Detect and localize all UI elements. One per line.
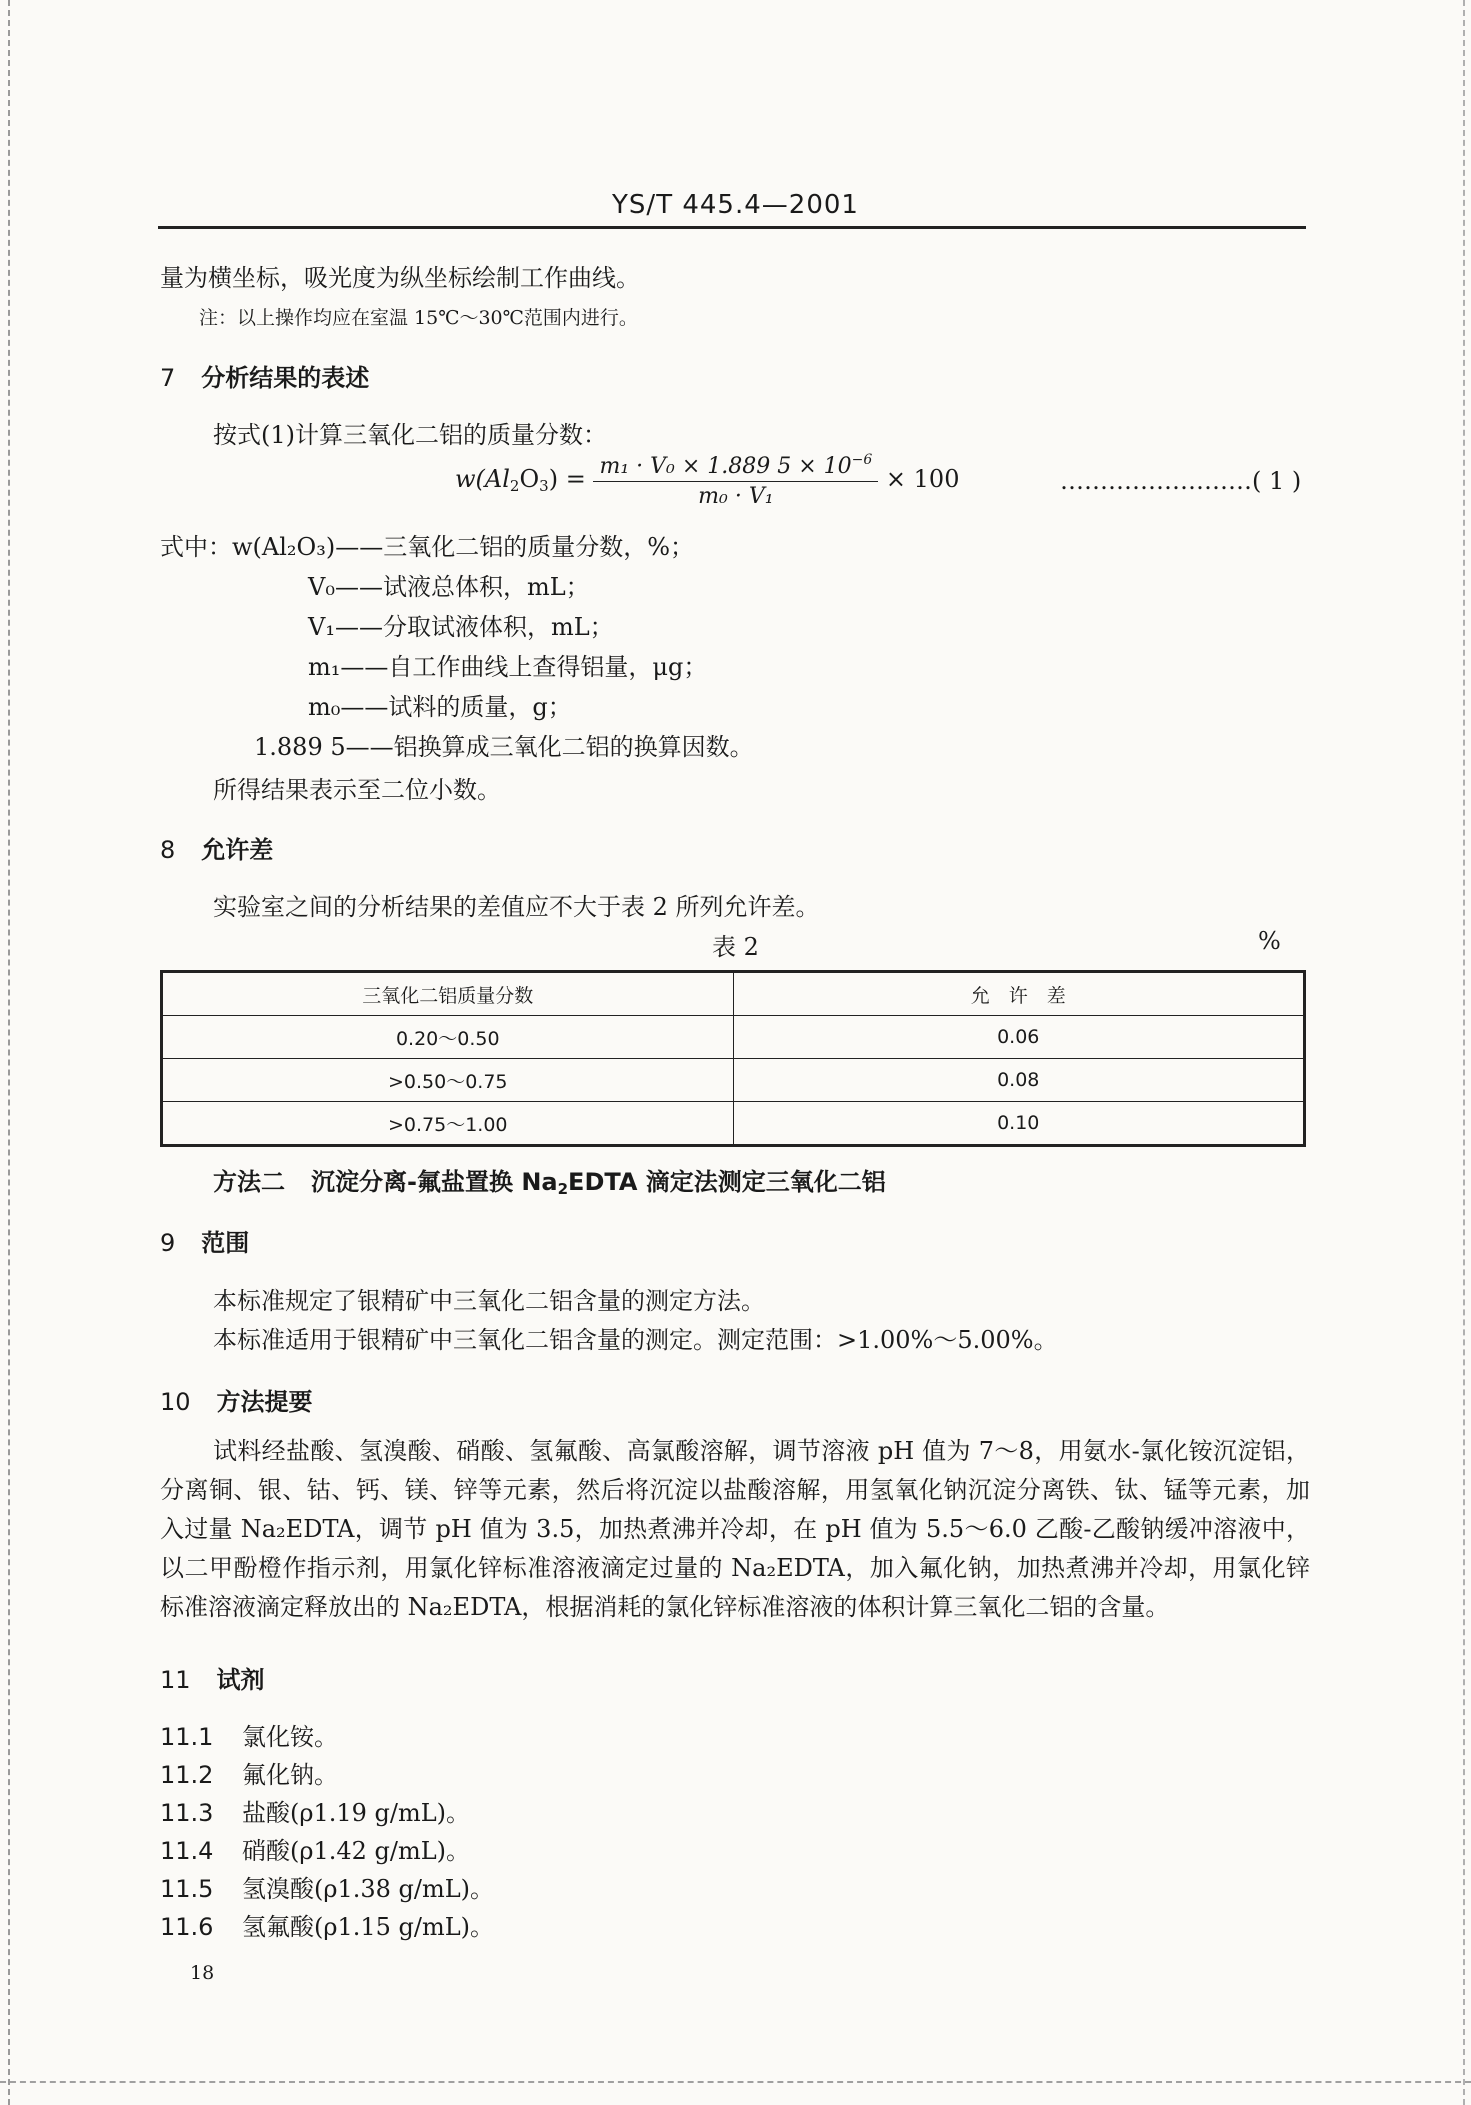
scan-edge-right [1463, 0, 1465, 2105]
table-caption: 表 2 [712, 933, 759, 961]
table-row [162, 1059, 1305, 1102]
section-8-number: 8 [160, 836, 176, 864]
reagent-number: 11.4 [160, 1837, 214, 1865]
section-8-heading [160, 830, 273, 865]
reagent-number: 11.1 [160, 1723, 214, 1751]
table-cell-range: >0.75～1.00 [162, 1102, 734, 1146]
eq-fraction [593, 452, 878, 509]
table-header-tolerance: 允 许 差 [733, 972, 1305, 1016]
section-11-number: 11 [160, 1666, 191, 1694]
method-2-label: 方法二 [213, 1168, 285, 1196]
table-cell-range: >0.50～0.75 [162, 1059, 734, 1102]
definition-v0: V₀——试液总体积，mL； [308, 573, 590, 601]
section-7-heading [160, 358, 369, 393]
scan-edge-bottom [0, 2081, 1471, 2083]
reagent-text: 氯化铵。 [242, 1723, 338, 1751]
section-10-title: 方法提要 [216, 1388, 313, 1416]
intro-line: 量为横坐标，吸光度为纵坐标绘制工作曲线。 [160, 264, 640, 292]
section-11-title: 试剂 [216, 1666, 265, 1694]
page-number: 18 [190, 1962, 215, 1984]
reagent-text: 氢氟酸(ρ1.15 g/mL)。 [242, 1913, 495, 1941]
header-rule [158, 226, 1306, 229]
reagent-item [160, 1717, 338, 1752]
eq-lhs-sub-2: 2 [509, 477, 520, 495]
definition-w: w(Al₂O₃)——三氧化二铝的质量分数，%； [232, 533, 694, 561]
intro-note: 注：以上操作均应在室温 15℃～30℃范围内进行。 [199, 307, 638, 329]
reagent-item [160, 1869, 494, 1904]
reagent-number: 11.2 [160, 1761, 214, 1789]
reagent-item [160, 1793, 470, 1828]
method-2-title-sub: 2 [557, 1180, 569, 1198]
section-8-title: 允许差 [201, 836, 274, 864]
table-cell-tolerance: 0.10 [733, 1102, 1305, 1146]
result-precision: 所得结果表示至二位小数。 [213, 776, 501, 804]
eq-denominator: m₀ · V₁ [698, 484, 774, 509]
section-9-line-1: 本标准规定了银精矿中三氧化二铝含量的测定方法。 [213, 1287, 765, 1315]
reagent-number: 11.3 [160, 1799, 214, 1827]
table-header-row [162, 972, 1305, 1016]
section-10-text: 试料经盐酸、氢溴酸、硝酸、氢氟酸、高氯酸溶解，调节溶液 pH 值为 7～8，用氨水-氯化铵沉淀铝，分离铜、银、钴、钙、镁、锌等元素，然后将沉淀以盐酸溶解，用氢氧化钠沉淀分离铁、钛、锰等元素，加入过量 Na₂EDTA，调节 pH 值为 3.5，加热煮沸并冷却，在 pH 值为 5.5～6.0 乙酸-乙酸钠缓冲溶液中，以二甲酚橙作指示剂，用氯化锌标准溶液滴定过量的 Na₂EDTA，加入氟化钠，加热煮沸并冷却，用氯化锌标准溶液滴定释放出的 Na₂EDTA，根据消耗的氯化锌标准溶液的体积计算三氧化二铝的含量。 [160, 1437, 1310, 1621]
reagent-item [160, 1831, 470, 1866]
eq-numerator-exponent: −6 [851, 452, 873, 468]
eq-numerator-text: m₁ · V₀ × 1.889 5 × 10 [599, 454, 852, 479]
definition-m1: m₁——自工作曲线上查得铝量，μg； [308, 653, 708, 681]
reagent-number: 11.6 [160, 1913, 214, 1941]
eq-numerator [593, 452, 878, 482]
reagent-text: 盐酸(ρ1.19 g/mL)。 [242, 1799, 471, 1827]
table-row [162, 1016, 1305, 1059]
standard-code-header: YS/T 445.4—2001 [612, 190, 859, 220]
table-unit: % [1258, 927, 1281, 955]
tolerance-table [160, 970, 1306, 1147]
method-2-title-b: EDTA 滴定法测定三氧化二铝 [568, 1168, 886, 1196]
section-7-number: 7 [160, 364, 176, 392]
eq-tail: × 100 [885, 465, 960, 493]
section-10-number: 10 [160, 1388, 191, 1416]
reagent-text: 硝酸(ρ1.42 g/mL)。 [242, 1837, 471, 1865]
eq-lhs-o: O [519, 465, 540, 493]
method-2-title [213, 1162, 886, 1198]
section-7-title: 分析结果的表述 [201, 364, 370, 392]
reagent-item [160, 1907, 494, 1942]
reagent-text: 氢溴酸(ρ1.38 g/mL)。 [242, 1875, 495, 1903]
table-cell-tolerance: 0.06 [733, 1016, 1305, 1059]
equation-1 [455, 452, 959, 509]
section-9-title: 范围 [201, 1229, 250, 1257]
definition-m0: m₀——试料的质量，g； [308, 693, 572, 721]
section-10-heading [160, 1382, 313, 1417]
section-7-lead: 按式(1)计算三氧化二铝的质量分数： [213, 421, 607, 449]
table-cell-range: 0.20～0.50 [162, 1016, 734, 1059]
reagent-item [160, 1755, 338, 1790]
equation-number: ……………………( 1 ) [1060, 467, 1302, 495]
reagent-number: 11.5 [160, 1875, 214, 1903]
scan-edge-left [8, 0, 10, 2105]
table-row [162, 1102, 1305, 1146]
method-2-title-a: 沉淀分离-氟盐置换 Na [311, 1168, 558, 1196]
section-9-number: 9 [160, 1229, 176, 1257]
reagent-text: 氟化钠。 [242, 1761, 338, 1789]
eq-lhs-sub-3: 3 [539, 477, 549, 495]
definition-v1: V₁——分取试液体积，mL； [308, 613, 614, 641]
table-header-content: 三氧化二铝质量分数 [162, 972, 734, 1016]
section-11-heading [160, 1660, 265, 1695]
section-8-text: 实验室之间的分析结果的差值应不大于表 2 所列允许差。 [213, 893, 820, 921]
eq-lhs-w: w(Al [455, 465, 510, 493]
where-prefix: 式中： [160, 533, 232, 561]
section-9-heading [160, 1223, 249, 1258]
section-9-line-2: 本标准适用于银精矿中三氧化二铝含量的测定。测定范围：>1.00%～5.00%。 [213, 1326, 1058, 1354]
eq-lhs-end: ) = [548, 465, 586, 493]
table-cell-tolerance: 0.08 [733, 1059, 1305, 1102]
definition-factor: 1.889 5——铝换算成三氧化二铝的换算因数。 [254, 733, 754, 761]
